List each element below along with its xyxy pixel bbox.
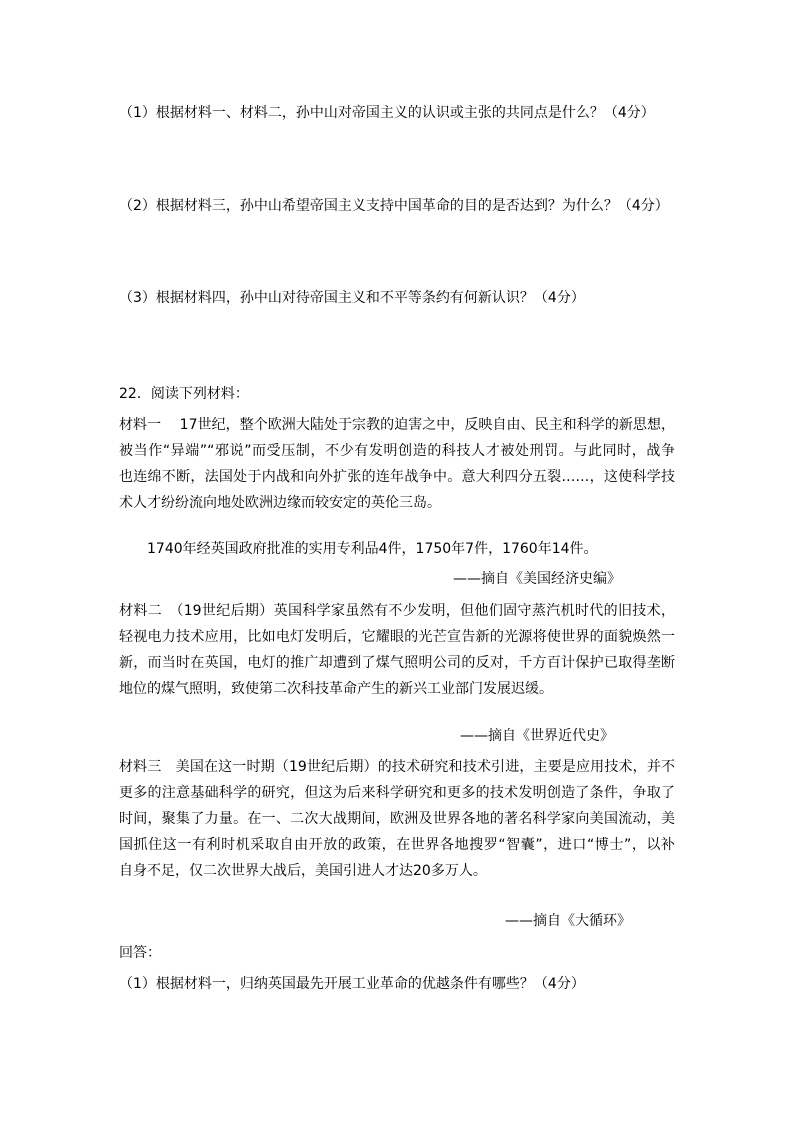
question-1: （1）根据材料一、材料二，孙中山对帝国主义的认识或主张的共同点是什么？（4分） — [119, 105, 655, 121]
material-3-line: 国抓住这一有利时机采取自由开放的政策，在世界各地搜罗“智囊”，进口“博士”，以补 — [119, 837, 675, 853]
material-2-source: ——摘自《世界近代史》 — [460, 728, 614, 744]
material-1-line: 材料一 17世纪，整个欧洲大陆处于宗教的迫害之中，反映自由、民主和科学的新思想， — [119, 417, 675, 433]
q22-title: 22．阅读下列材料： — [119, 386, 249, 402]
answer-label: 回答： — [119, 945, 161, 961]
question-3: （3）根据材料四，孙中山对待帝国主义和不平等条约有何新认识？（4分） — [119, 290, 585, 306]
sub-question-1: （1）根据材料一，归纳英国最先开展工业革命的优越条件有哪些？（4分） — [119, 976, 585, 992]
material-3-line: 材料三 美国在这一时期（19世纪后期）的技术研究和技术引进，主要是应用技术，并不 — [119, 759, 675, 775]
material-2-line: 材料二 （19世纪后期）英国科学家虽然有不少发明，但他们固守蒸汽机时代的旧技术， — [119, 603, 675, 619]
question-2: （2）根据材料三，孙中山希望帝国主义支持中国革命的目的是否达到？为什么？（4分） — [119, 198, 669, 214]
material-2-line: 地位的煤气照明，致使第二次科技革命产生的新兴工业部门发展迟缓。 — [119, 681, 553, 697]
material-3-source: ——摘自《大循环》 — [505, 913, 631, 929]
material-1-line: 被当作“异端”“邪说”而受压制，不少有发明创造的科技人才被处刑罚。与此同时，战争 — [119, 443, 675, 459]
material-2-line: 新，而当时在英国，电灯的推广却遭到了煤气照明公司的反对，千方百计保护已取得垄断 — [119, 655, 675, 671]
material-3-line: 自身不足，仅二次世界大战后，美国引进人才达20多万人。 — [119, 863, 487, 879]
material-3-line: 时间，聚集了力量。在一、二次大战期间，欧洲及世界各地的著名科学家向美国流动，美 — [119, 811, 675, 827]
material-1-patents: 1740年经英国政府批准的实用专利品4件，1750年7件，1760年14件。 — [147, 541, 598, 557]
material-1-line: 也连绵不断，法国处于内战和向外扩张的连年战争中。意大利四分五裂……，这使科学技 — [119, 469, 675, 485]
material-1-source: ——摘自《美国经济史编》 — [453, 571, 621, 587]
material-1-line: 术人才纷纷流向地处欧洲边缘而较安定的英伦三岛。 — [119, 495, 441, 511]
material-3-line: 更多的注意基础科学的研究，但这为后来科学研究和更多的技术发明创造了条件，争取了 — [119, 785, 675, 801]
material-2-line: 轻视电力技术应用，比如电灯发明后，它耀眼的光芒宣告新的光源将使世界的面貌焕然一 — [119, 629, 675, 645]
